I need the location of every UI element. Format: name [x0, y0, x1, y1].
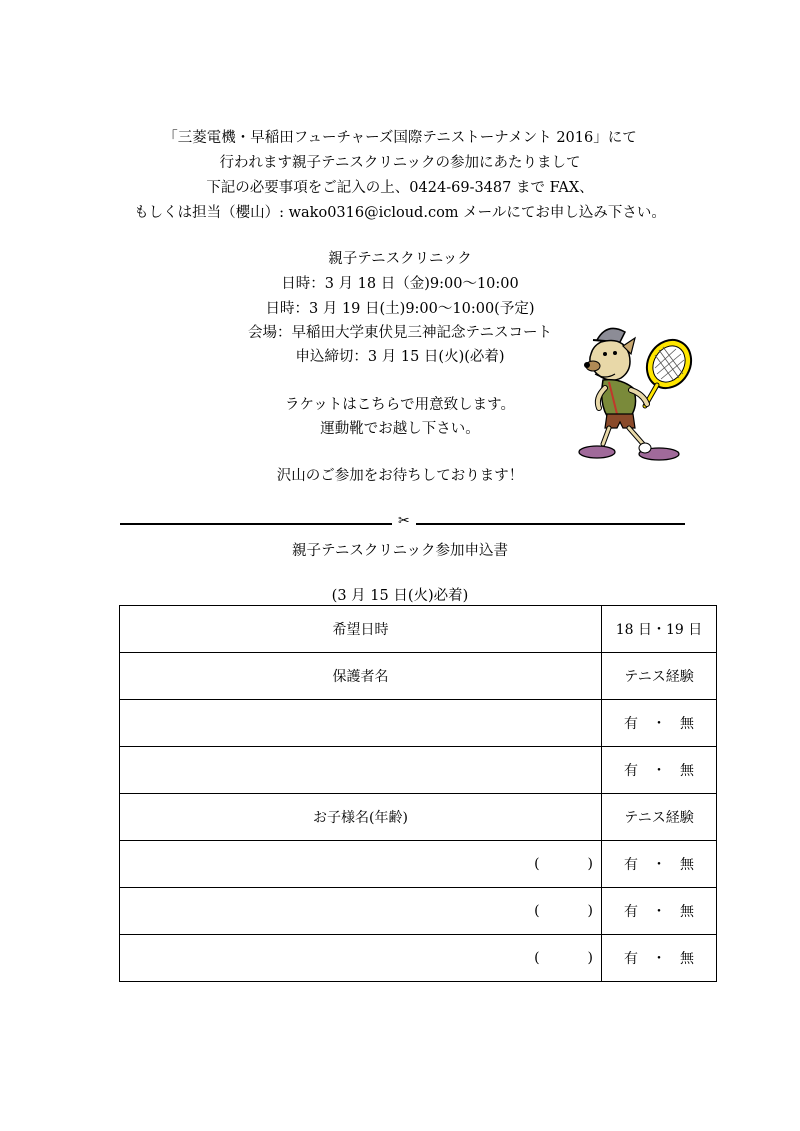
closing-message: 沢山のご参加をお待ちしております！: [276, 468, 524, 484]
application-form-table: [119, 605, 717, 982]
guardian-experience-choice-2[interactable]: 有 ・ 無: [602, 747, 717, 794]
child-name-age-label: お子様名(年齢): [120, 794, 602, 841]
preferred-date-label: 希望日時: [120, 606, 602, 653]
table-row: [120, 935, 717, 982]
age-parentheses: ( ): [534, 950, 593, 966]
child-name-field-1[interactable]: [120, 841, 602, 888]
child-name-field-3[interactable]: [120, 935, 602, 982]
note-shoes: 運動靴でお越し下さい。: [320, 421, 480, 437]
guardian-name-label: 保護者名: [120, 653, 602, 700]
child-name-field-2[interactable]: [120, 888, 602, 935]
event-deadline: 申込締切：3 月 15 日(火)(必着): [295, 349, 505, 365]
table-row: [120, 888, 717, 935]
date-choice-field[interactable]: 18 日・19 日: [602, 606, 717, 653]
tennis-dog-illustration: [573, 318, 693, 468]
cut-line: [120, 513, 685, 529]
event-venue: 会場：早稲田大学東伏見三神記念テニスコート: [248, 325, 552, 341]
table-row: [120, 700, 717, 747]
intro-line-4: もしくは担当（櫻山）: wako0316@icloud.com メールにてお申し込み下さい。: [134, 205, 666, 221]
guardian-experience-choice-1[interactable]: 有 ・ 無: [602, 700, 717, 747]
event-date-1: 日時：3 月 18 日（金)9:00〜10:00: [281, 276, 519, 292]
child-experience-choice-3[interactable]: 有 ・ 無: [602, 935, 717, 982]
child-experience-choice-2[interactable]: 有 ・ 無: [602, 888, 717, 935]
guardian-name-field-1[interactable]: [120, 700, 602, 747]
form-deadline: (3 月 15 日(火)必着): [331, 588, 469, 604]
table-row: [120, 653, 717, 700]
intro-line-1: 「三菱電機・早稲田フューチャーズ国際テニストーナメント 2016」にて: [163, 130, 637, 146]
form-title: 親子テニスクリニック参加申込書: [291, 543, 509, 559]
intro-line-2: 行われます親子テニスクリニックの参加にあたりまして: [219, 155, 581, 171]
guardian-name-field-2[interactable]: [120, 747, 602, 794]
table-row: [120, 841, 717, 888]
table-row: [120, 747, 717, 794]
table-row: [120, 794, 717, 841]
table-row: [120, 606, 717, 653]
child-experience-choice-1[interactable]: 有 ・ 無: [602, 841, 717, 888]
tennis-experience-label: テニス経験: [602, 794, 717, 841]
cut-line-right: [416, 523, 685, 525]
age-parentheses: ( ): [534, 903, 593, 919]
scissors-icon: ✂: [398, 513, 410, 529]
age-parentheses: ( ): [534, 856, 593, 872]
note-racket: ラケットはこちらで用意致します。: [285, 397, 515, 413]
cut-line-left: [120, 523, 392, 525]
event-title: 親子テニスクリニック: [328, 251, 472, 267]
tennis-experience-label: テニス経験: [602, 653, 717, 700]
event-date-2: 日時：3 月 19 日(土)9:00〜10:00(予定): [265, 301, 535, 317]
intro-line-3: 下記の必要事項をご記入の上、0424-69-3487 まで FAX、: [206, 180, 594, 196]
